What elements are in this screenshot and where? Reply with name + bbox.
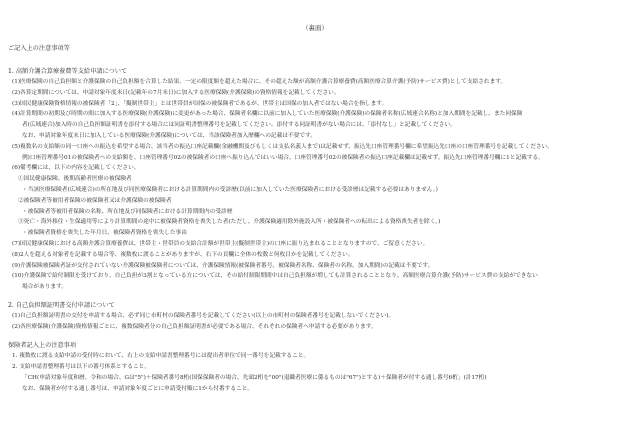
section1-line: (5)複数名の支給額の同一口座への振込を希望する場合、該当者の振込口座記載欄(金融機関及びもしくは支払名義人まで)は記載せず、振込先口座管理番号欄に希望振込先口座の口座管理番号を記載してください。 [12,143,553,150]
section1-line: ・被保険者資格を喪失した年月日、被保険者資格を喪失した事由 [22,230,187,237]
section1-line: ・被保険者等被用者保険の名称、所在地及び同保険者における計算期間内の受診歴 [22,208,233,215]
section1-line: (7)国民健康保険における高額介護合算療養費は、世帯主・世帯員の支給合計額が世帯主(擬制世帯主)の口座に振り込まれることとなりますので、ご留意ください。 [12,241,429,247]
section1-heading: 1. 高額介護合算療養費等支給申請について [8,68,128,75]
page-side-label: （裏面） [302,24,328,32]
section3-line: 2. 支給申請書整理番号は以下の番号体系とすること。 [12,364,151,370]
section1-line: なお、申請対象年度末日に加入している医療保険(介護保険)については、当該保険者加入歴欄への記載は不要です。 [22,133,316,139]
section1-line: ③死亡・海外移住・生保適用等により計算期間の途中に被保険者資格を喪失した者(ただし、介護保険適用除外施設入所・被保険者への転出による資格喪失者を除く。) [18,219,441,226]
section1-line: (8)2人を超える対象者を記載する場合等、複数枚に渡ることがありますが、右下の頁欄に全体の枚数と何枚目かを記載してください。 [12,251,354,258]
section1-line: 場合があります。 [22,284,68,291]
section1-line: ・当該医療保険者(広域連合)の所在地及び同医療保険者における計算期間内の受診歴(以前に加入していた医療保険者における受診歴は記載する必要はありません。) [22,187,438,193]
section3-line: なお、保険者が付する通し番号は、申請対象年度ごとに申請受付順に1から付番すること。 [22,386,254,392]
section1-line: (10)介護保険で給付制限を受けており、自己負担が3割となっている方については、その給付制限期間中は自己負担額が増しても計算されることとなり、高額医療合算介護(予防)サービス費の支給ができない [12,273,538,280]
section1-line: (6)備考欄には、以下の内容を記載してください。 [12,165,140,172]
section2-line: (2)各医療保険(介護保険)資格情報ごとに、複数保険者分の自己負担額証明書が必要である場合、それぞれの保険者へ申請する必要があります。 [12,324,377,330]
section1-line: 者(広域連合)加入時の自己負担額証明書を添付する場合には同証明書整理番号を記載してください。添付する同証明書がない場合には、「添付なし」と記載してください。 [22,122,456,129]
section1-line: 例)口座管理番号01の被保険者への支給額を、口座管理番号02の被保険者の口座へ振り込んではいい場合、口座管理番号02の被保険者の振込口座記載欄は記載せず、振込先口座管理番号欄に1と記載する。 [22,154,544,161]
notes-title: ご記入上の注意事項等 [8,45,70,52]
section1-line: (1)医療保険の自己負担額と介護保険の自己負担額を合算した結果、一定の限度額を超えた場合に、その超えた額が高額介護合算療養費(高額医療合算介護(予防)サービス費)として支給されます。 [12,79,507,85]
section1-line: ①国民健康保険、後期高齢者医療の被保険者 [18,176,132,183]
section1-line: (9)介護保険被保険者証が交付されていない介護保険被保険者については、介護保険情報(被保険者番号、被保険者名称、保険者の名称、加入期間)の記載は不要です。 [12,262,434,269]
section1-line: (4)計算期間の初期及び時期の間に加入する医療保険(介護保険)に変更があった場合、保険者名欄に以前に加入していた医療保険(介護保険)の保険者名称(広域連合名称)と加入期間を記載し、また同保険 [12,111,523,118]
section2-heading: 2. 自己負担額証明書交付申請について [8,302,115,309]
section1-line: (3)国民健康保険資格情報の被保険者「2」、「擬制世帯主」とは世帯員が国保の被保険者であるが、世帯主は国保の加入者ではない場合を指します。 [12,100,388,107]
section2-line: (1)自己負担額証明書の交付を申請する場合、必ず同じ市町村の保険者番号を記載してください(以上の市町村の保険者番号を記載しないでください)。 [12,313,395,319]
section1-line: ②被保険者等被用者保険の被保険者又は介護保険の被保険者 [18,197,172,204]
section3-line: 1. 複数枚に渡る支給申請の受付時において、右上の支給申請書整理番号には提出者単位で同一番号を記載すること。 [12,353,310,359]
section1-line: (2)各算定期間については、申請対象年度末日(記載年の7月末日)に加入する医療保険(介護保険)の資格情報を記載してください。 [12,89,340,96]
section3-line: 「CH(申請対象年度和暦、令和の場合、Gは"5")＋保険者番号8桁(国保保険者の場合、先頭2桁を"00"(退職者医療に係るものは"67")とする)＋保険者が付する通し番号6桁」(計17桁) [22,375,487,381]
section3-heading: 保険者記入上の注意事項 [8,342,77,349]
